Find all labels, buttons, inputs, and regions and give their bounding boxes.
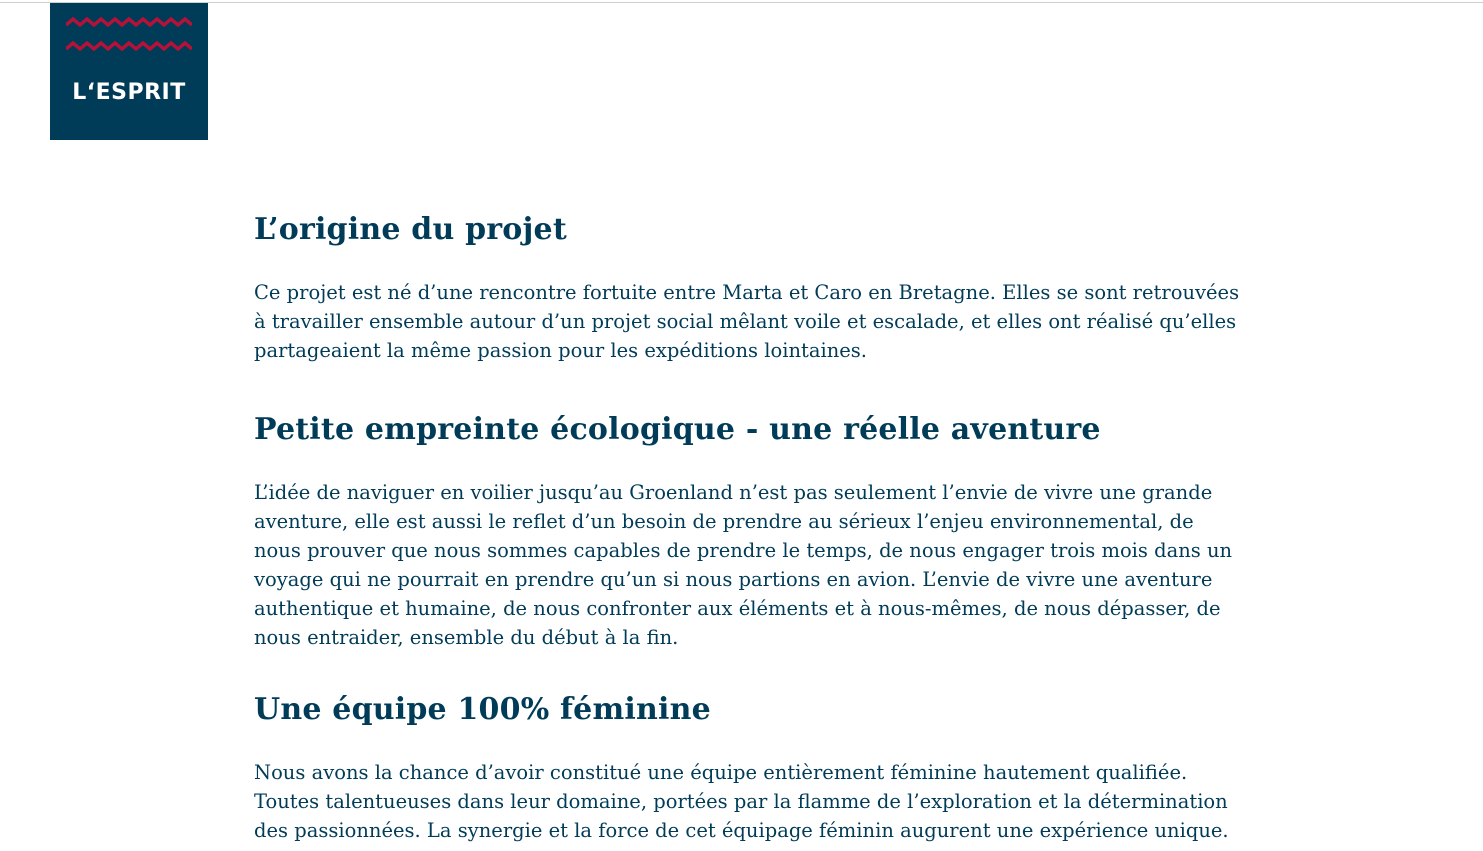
section-title: L’origine du projet [254,212,567,247]
section-title: Petite empreinte écologique - une réelle aventure [254,412,1101,447]
section-paragraph [254,478,1334,652]
paragraph-line: à travailler ensemble autour d’un projet social mêlant voile et escalade, et elles ont réalisé qu’elles [254,310,1237,333]
paragraph-line: partageaient la même passion pour les expéditions lointaines. [254,339,868,362]
paragraph-line: Ce projet est né d’une rencontre fortuite entre Marta et Caro en Bretagne. Elles se sont retrouvées [254,281,1240,304]
section-paragraph [254,758,1334,845]
paragraph-line: nous entraider, ensemble du début à la fin. [254,626,679,649]
wave-icon [66,16,192,54]
paragraph-line: Nous avons la chance d’avoir constitué une équipe entièrement féminine hautement qualifiée. [254,761,1188,784]
main-content [254,210,1334,845]
paragraph-line: voyage qui ne pourrait en prendre qu’un si nous partions en avion. L’envie de vivre une aventure [254,568,1213,591]
section-empreinte [254,410,1334,652]
logo [50,3,208,140]
paragraph-line: L’idée de naviguer en voilier jusqu’au Groenland n’est pas seulement l’envie de vivre une grande [254,481,1213,504]
section-equipe [254,690,1334,845]
paragraph-line: nous prouver que nous sommes capables de prendre le temps, de nous engager trois mois dans un [254,539,1233,562]
section-paragraph [254,278,1334,365]
logo-text: L‘ESPRIT [72,80,186,105]
section-title: Une équipe 100% féminine [254,692,711,727]
paragraph-line: aventure, elle est aussi le reflet d’un besoin de prendre au sérieux l’enjeu environnemental, de [254,510,1194,533]
top-divider [0,2,1483,3]
section-origine [254,210,1334,365]
paragraph-line: des passionnées. La synergie et la force de cet équipage féminin augurent une expérience unique. [254,819,1229,842]
paragraph-line: Toutes talentueuses dans leur domaine, portées par la flamme de l’exploration et la détermination [254,790,1228,813]
paragraph-line: authentique et humaine, de nous confronter aux éléments et à nous-mêmes, de nous dépasser, de [254,597,1221,620]
